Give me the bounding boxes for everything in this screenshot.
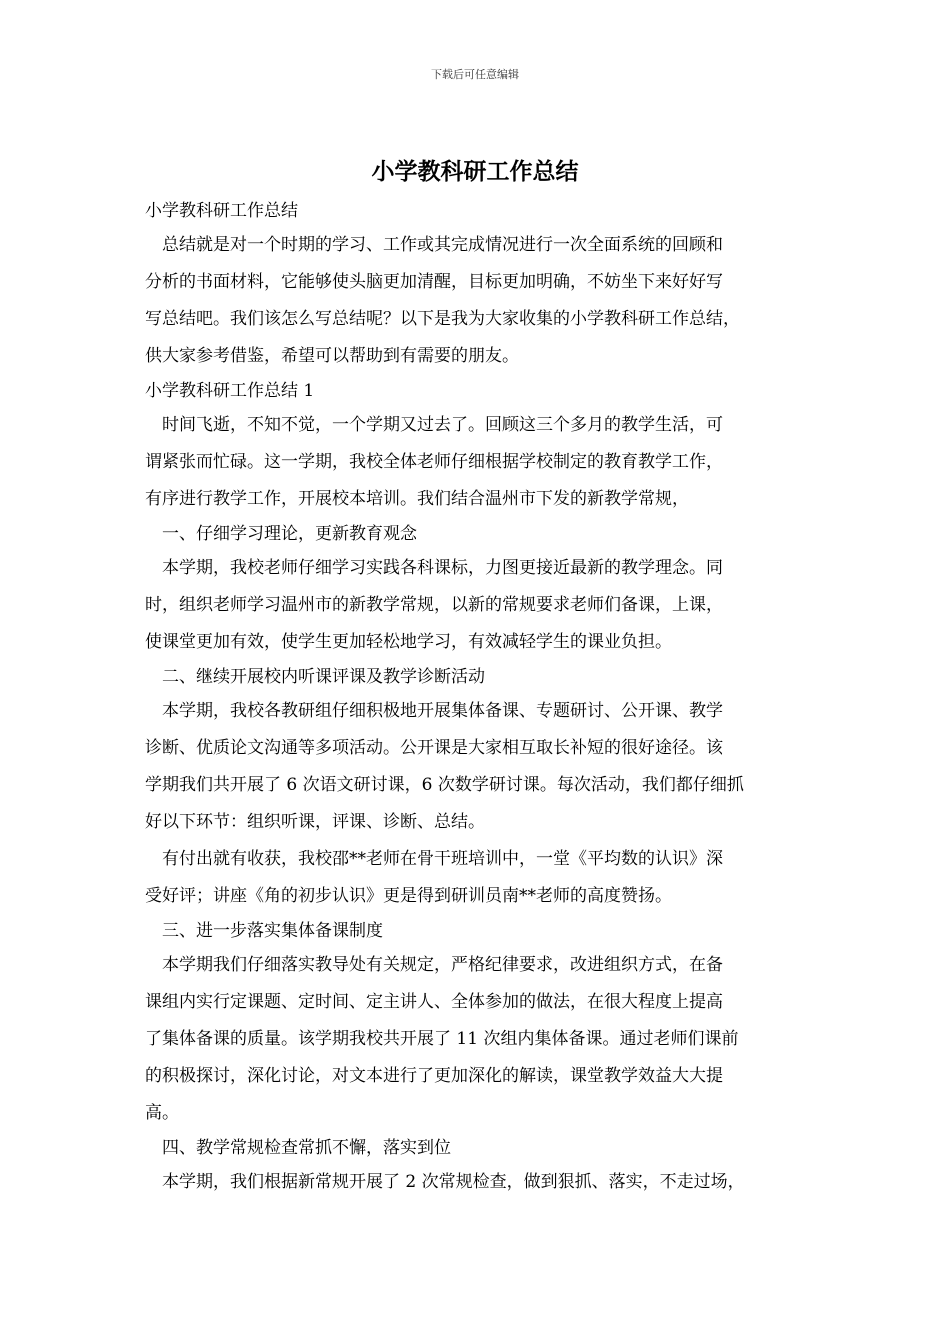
paragraph-line: 本学期我们仔细落实教导处有关规定，严格纪律要求，改进组织方式，在备	[145, 955, 723, 975]
paragraph-line: 高。	[145, 1103, 179, 1123]
page-header-note: 下载后可任意编辑	[431, 68, 519, 81]
paragraph-line: 使课堂更加有效，使学生更加轻松地学习，有效减轻学生的课业负担。	[145, 632, 672, 652]
paragraph-line: 时，组织老师学习温州市的新教学常规，以新的常规要求老师们备课，上课，	[145, 595, 723, 615]
section-heading: 小学教科研工作总结	[145, 201, 298, 221]
paragraph-line: 学期我们共开展了 6 次语文研讨课，6 次数学研讨课。每次活动，我们都仔细抓	[145, 775, 744, 795]
paragraph-line: 了集体备课的质量。该学期我校共开展了 11 次组内集体备课。通过老师们课前	[145, 1029, 739, 1049]
document-title: 小学教科研工作总结	[371, 159, 579, 185]
paragraph-line: 好以下环节：组织听课，评课、诊断、总结。	[145, 812, 485, 832]
paragraph-line: 分析的书面材料，它能够使头脑更加清醒，目标更加明确，不妨坐下来好好写	[145, 272, 723, 292]
paragraph-line: 有序进行教学工作，开展校本培训。我们结合温州市下发的新教学常规，	[145, 489, 689, 509]
paragraph-line: 受好评；讲座《角的初步认识》更是得到研训员南**老师的高度赞扬。	[145, 886, 672, 906]
section-heading: 四、教学常规检查常抓不懈，落实到位	[145, 1138, 451, 1158]
section-heading: 一、仔细学习理论，更新教育观念	[145, 524, 417, 544]
paragraph-line: 的积极探讨，深化讨论，对文本进行了更加深化的解读，课堂教学效益大大提	[145, 1066, 723, 1086]
paragraph-line: 诊断、优质论文沟通等多项活动。公开课是大家相互取长补短的很好途径。该	[145, 738, 723, 758]
paragraph-line: 本学期，我校老师仔细学习实践各科课标，力图更接近最新的教学理念。同	[145, 558, 723, 578]
paragraph-line: 总结就是对一个时期的学习、工作或其完成情况进行一次全面系统的回顾和	[145, 235, 723, 255]
paragraph-line: 本学期，我们根据新常规开展了 2 次常规检查，做到狠抓、落实，不走过场，	[145, 1172, 745, 1192]
section-heading: 二、继续开展校内听课评课及教学诊断活动	[145, 667, 485, 687]
paragraph-line: 写总结吧。我们该怎么写总结呢？以下是我为大家收集的小学教科研工作总结，	[145, 309, 740, 329]
paragraph-line: 本学期，我校各教研组仔细积极地开展集体备课、专题研讨、公开课、教学	[145, 701, 723, 721]
paragraph-line: 时间飞逝，不知不觉，一个学期又过去了。回顾这三个多月的教学生活，可	[145, 415, 723, 435]
section-heading: 小学教科研工作总结 1	[145, 381, 315, 401]
document-body	[145, 195, 810, 1201]
paragraph-line: 有付出就有收获，我校邵**老师在骨干班培训中，一堂《平均数的认识》深	[145, 849, 723, 869]
paragraph-line: 供大家参考借鉴，希望可以帮助到有需要的朋友。	[145, 346, 519, 366]
section-heading: 三、进一步落实集体备课制度	[145, 921, 383, 941]
paragraph-line: 课组内实行定课题、定时间、定主讲人、全体参加的做法，在很大程度上提高	[145, 992, 723, 1012]
paragraph-line: 谓紧张而忙碌。这一学期，我校全体老师仔细根据学校制定的教育教学工作，	[145, 452, 723, 472]
